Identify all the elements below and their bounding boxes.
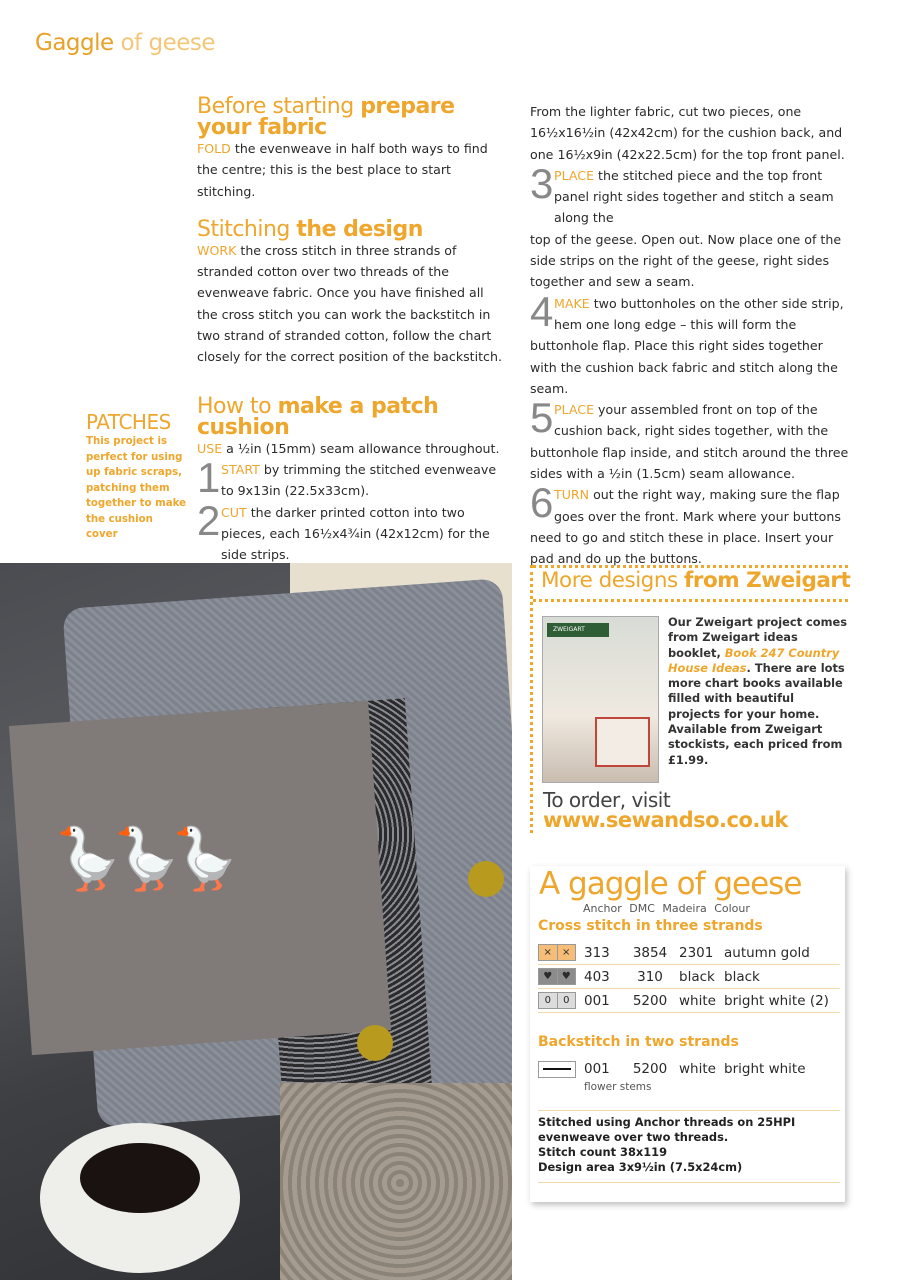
cushion-text: USE a ½in (15mm) seam allowance throughout. bbox=[197, 440, 500, 456]
button-icon bbox=[357, 1025, 393, 1061]
order-info: To order, visit www.sewandso.co.uk bbox=[543, 788, 788, 832]
button-icon bbox=[468, 861, 504, 897]
step-5: 5 PLACE your assembled front on top of the cushion back, right sides together, with the buttonhole flap inside, and stitch around the three sides with a ½in (1.5cm) seam allowance. bbox=[530, 394, 849, 482]
key-columns: Anchor DMC Madeira Colour bbox=[583, 902, 750, 915]
cross-stitch-row: × × 313 3854 2301 autumn gold bbox=[538, 941, 840, 965]
step-1: 1 START by trimming the stitched evenweave to 9x13in (22.5x33cm). bbox=[197, 453, 497, 501]
design-text: WORK the cross stitch in three strands of stranded cotton over two threads of the evenweave fabric. Once you have finished all the cross stitch you can work the backstitch in two strand of stranded cotton, follow the chart closely for the correct position of the backstitch. bbox=[197, 242, 502, 365]
cross-stitch-heading: Cross stitch in three strands bbox=[538, 918, 763, 934]
column-left bbox=[197, 96, 507, 565]
more-designs-text: Our Zweigart project comes from Zweigart ideas booklet, Book 247 Country House Ideas. There are lots more chart books available filled with beautiful projects for your home. Available from Zweigart stockists, each priced from £1.99. bbox=[668, 615, 847, 767]
prepare-text: FOLD the evenweave in half both ways to find the centre; this is the best place to start stitching. bbox=[197, 141, 488, 199]
key-title: A gaggle of geese bbox=[539, 866, 802, 902]
step-3: 3 PLACE the stitched piece and the top front panel right sides together and stitch a seam along the top of the geese. Open out. Now place one of the side strips on the right of the geese, right sides together and sew a seam. bbox=[530, 159, 842, 290]
symbol-swatch: 0 0 bbox=[538, 992, 576, 1009]
key-footer: Stitched using Anchor threads on 25HPI evenweave over two threads. Stitch count 38x119 Design area 3x9½in (7.5x24cm) bbox=[538, 1110, 840, 1183]
backstitch-note: flower stems bbox=[584, 1081, 652, 1093]
wrapping-paper bbox=[280, 1083, 512, 1280]
backstitch-row: 001 5200 white bright white bbox=[538, 1057, 840, 1081]
heading-design: Stitching the design bbox=[197, 216, 423, 242]
patches-sidebar: PATCHES This project is perfect for using up fabric scraps, patching them together to make the cushion cover bbox=[86, 410, 186, 540]
heading-cushion: How to make a patch cushion bbox=[197, 393, 439, 440]
backstitch-heading: Backstitch in two strands bbox=[538, 1034, 739, 1050]
coffee-cup bbox=[40, 1123, 240, 1273]
cross-stitch-row: ♥ ♥ 403 310 black black bbox=[538, 965, 840, 989]
thread-key-card bbox=[530, 866, 845, 1202]
booklet-link[interactable]: Book 247 Country House Ideas bbox=[668, 645, 840, 675]
step-6: 6 TURN out the right way, making sure the flap goes over the front. Mark where your buttons need to go and stitch these in place. Insert your pad and do up the buttons. bbox=[530, 479, 841, 567]
more-designs-heading: More designs from Zweigart bbox=[541, 568, 851, 593]
order-url-link[interactable]: www.sewandso.co.uk bbox=[543, 808, 788, 832]
step-4: 4 MAKE two buttonholes on the other side strip, hem one long edge – this will form the buttonhole flap. Place this right sides together with the cushion back fabric and stitch along the seam. bbox=[530, 287, 844, 396]
cross-stitch-row: 0 0 001 5200 white bright white (2) bbox=[538, 989, 840, 1013]
step-2: 2 CUT the darker printed cotton into two pieces, each 16½x4¾in (42x12cm) for the side strips. bbox=[197, 496, 490, 563]
geese-stitching: 🪿🪿🪿 bbox=[50, 824, 227, 894]
column-right bbox=[530, 101, 850, 570]
page-header: Gaggle of geese bbox=[35, 30, 215, 56]
symbol-swatch: × × bbox=[538, 944, 576, 961]
booklet-cover-image: ZWEIGART bbox=[542, 616, 659, 783]
heading-prepare: Before starting prepare your fabric bbox=[197, 94, 455, 140]
symbol-swatch: ♥ ♥ bbox=[538, 968, 576, 985]
intro-text: From the lighter fabric, cut two pieces, one 16½x16½in (42x42cm) for the cushion back, and one 16½x9in (42x22.5cm) for the top front panel. bbox=[530, 104, 845, 162]
more-designs-box bbox=[530, 565, 851, 833]
cushion-photo bbox=[0, 563, 512, 1280]
